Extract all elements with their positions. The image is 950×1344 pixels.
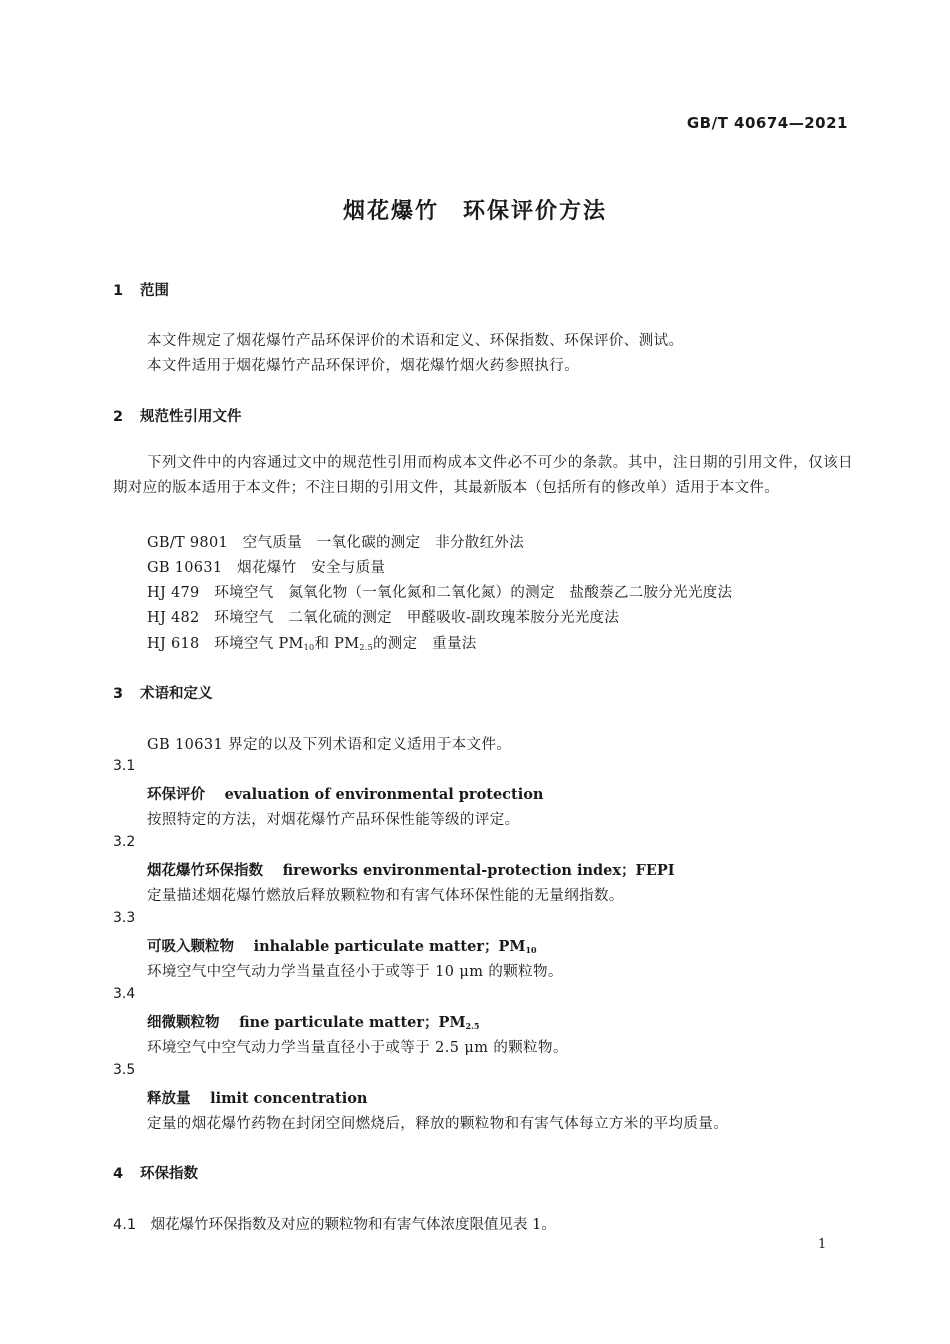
- term-definition: 定量的烟花爆竹药物在封闭空间燃烧后，释放的颗粒物和有害气体每立方米的平均质量。: [147, 1116, 729, 1132]
- term-number: 3.5: [113, 1062, 136, 1078]
- subscript: 2.5: [465, 1021, 480, 1031]
- term-en: evaluation of environmental protection: [224, 786, 544, 803]
- reference-item: HJ 482 环境空气 二氧化硫的测定 甲醛吸收-副玫瑰苯胺分光光度法: [147, 610, 620, 626]
- section-number: 2: [113, 409, 124, 425]
- term-definition: 按照特定的方法，对烟花爆竹产品环保性能等级的评定。: [147, 812, 520, 828]
- section-3-heading: [113, 682, 213, 703]
- section-title: 规范性引用文件: [140, 409, 242, 425]
- term-definition: 环境空气中空气动力学当量直径小于或等于 10 μm 的颗粒物。: [147, 964, 563, 980]
- subscript: 2.5: [359, 643, 373, 652]
- term-number: 3.3: [113, 910, 136, 926]
- term-entry: [147, 1087, 367, 1108]
- clause-text: 烟花爆竹环保指数及对应的颗粒物和有害气体浓度限值见表 1。: [150, 1217, 556, 1233]
- section-4-heading: [113, 1162, 198, 1183]
- reference-text: 的测定 重量法: [372, 636, 477, 652]
- term-en: limit concentration: [210, 1090, 368, 1107]
- term-zh: 可吸入颗粒物: [147, 939, 234, 955]
- scope-paragraph-1: 本文件规定了烟花爆竹产品环保评价的术语和定义、环保指数、环保评价、测试。: [147, 333, 684, 349]
- term-entry: [147, 935, 537, 956]
- term-entry: [147, 783, 543, 804]
- section-2-heading: [113, 405, 242, 426]
- terms-intro: GB 10631 界定的以及下列术语和定义适用于本文件。: [147, 737, 512, 753]
- term-entry: [147, 859, 675, 880]
- section-number: 3: [113, 686, 124, 702]
- term-number: 3.2: [113, 834, 136, 850]
- term-en: fireworks environmental-protection index；FEPI: [282, 862, 675, 879]
- term-definition: 环境空气中空气动力学当量直径小于或等于 2.5 μm 的颗粒物。: [147, 1040, 568, 1056]
- term-number: 3.4: [113, 986, 136, 1002]
- section-title: 环保指数: [140, 1166, 198, 1182]
- term-definition: 定量描述烟花爆竹燃放后释放颗粒物和有害气体环保性能的无量纲指数。: [147, 888, 624, 904]
- section-title: 术语和定义: [140, 686, 213, 702]
- standard-code: GB/T 40674—2021: [686, 114, 848, 132]
- term-zh: 环保评价: [147, 787, 205, 803]
- reference-item: HJ 479 环境空气 氮氧化物（一氧化氮和二氧化氮）的测定 盐酸萘乙二胺分光光度法: [147, 585, 733, 601]
- term-zh: 释放量: [147, 1091, 191, 1107]
- section-title: 范围: [140, 283, 169, 299]
- section-number: 4: [113, 1166, 124, 1182]
- reference-text: HJ 618 环境空气 PM: [147, 636, 304, 652]
- document-title: 烟花爆竹 环保评价方法: [342, 199, 607, 224]
- section-1-heading: [113, 279, 169, 300]
- reference-item: GB 10631 烟花爆竹 安全与质量: [147, 560, 386, 576]
- term-zh: 烟花爆竹环保指数: [147, 863, 263, 879]
- reference-text: 和 PM: [314, 636, 360, 652]
- term-number: 3.1: [113, 758, 136, 774]
- subscript: 10: [525, 945, 537, 955]
- term-zh: 细微颗粒物: [147, 1015, 220, 1031]
- term-en: inhalable particulate matter；PM: [253, 938, 526, 955]
- term-en: fine particulate matter；PM: [239, 1014, 466, 1031]
- reference-item: GB/T 9801 空气质量 一氧化碳的测定 非分散红外法: [147, 535, 525, 551]
- term-entry: [147, 1011, 479, 1032]
- page-number: 1: [818, 1237, 827, 1252]
- clause-number: 4.1: [113, 1217, 137, 1233]
- normative-intro-paragraph: 下列文件中的内容通过文中的规范性引用而构成本文件必不可少的条款。其中，注日期的引用文件，仅该日期对应的版本适用于本文件；不注日期的引用文件，其最新版本（包括所有的修改单）适用于本文件。: [113, 455, 853, 496]
- scope-paragraph-2: 本文件适用于烟花爆竹产品环保评价，烟花爆竹烟火药参照执行。: [147, 358, 580, 374]
- section-number: 1: [113, 283, 124, 299]
- clause-4-1: [113, 1213, 556, 1234]
- subscript: 10: [303, 643, 315, 652]
- reference-item: [147, 632, 477, 653]
